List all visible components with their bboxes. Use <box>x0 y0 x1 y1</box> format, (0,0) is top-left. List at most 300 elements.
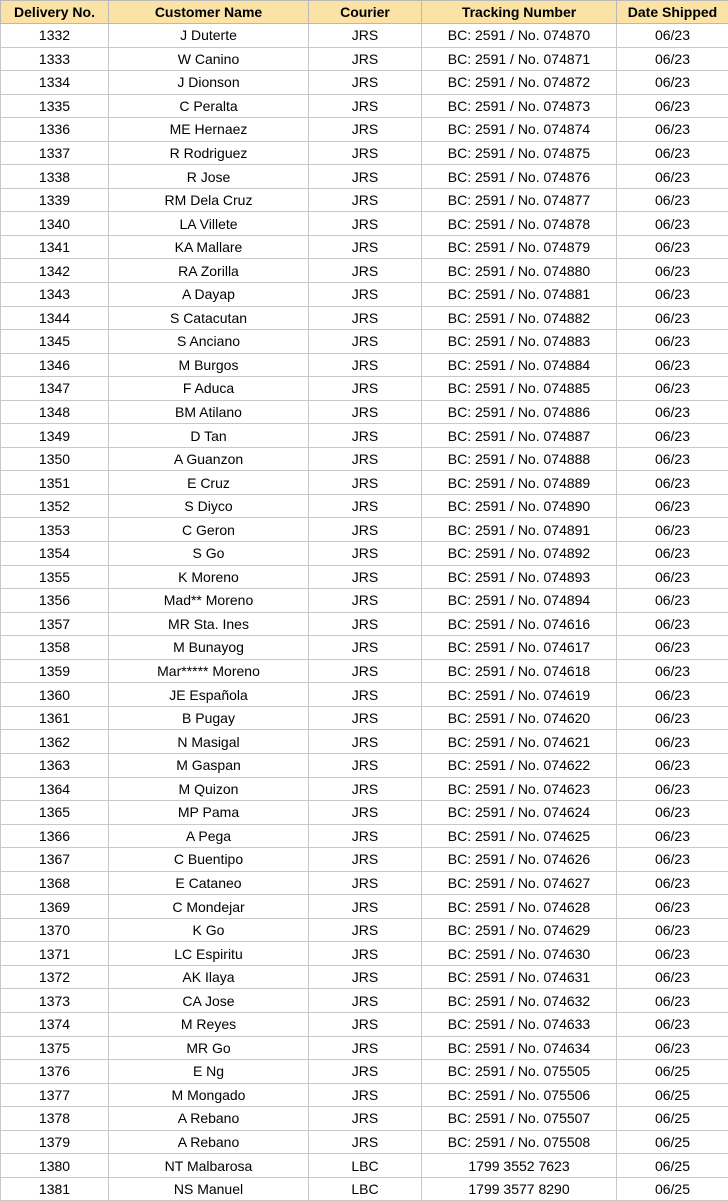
cell-date-shipped: 06/23 <box>617 471 728 495</box>
table-row <box>1 612 728 636</box>
cell-date-shipped: 06/23 <box>617 542 728 566</box>
table-row <box>1 518 728 542</box>
cell-delivery-no: 1365 <box>1 801 109 825</box>
cell-courier: JRS <box>309 753 422 777</box>
cell-courier: LBC <box>309 1154 422 1178</box>
cell-customer-name: MP Pama <box>109 801 309 825</box>
cell-customer-name: A Dayap <box>109 283 309 307</box>
cell-delivery-no: 1380 <box>1 1154 109 1178</box>
cell-customer-name: Mar***** Moreno <box>109 659 309 683</box>
cell-customer-name: B Pugay <box>109 706 309 730</box>
cell-customer-name: M Gaspan <box>109 753 309 777</box>
cell-delivery-no: 1363 <box>1 753 109 777</box>
cell-customer-name: S Go <box>109 542 309 566</box>
cell-delivery-no: 1381 <box>1 1177 109 1201</box>
table-row <box>1 1036 728 1060</box>
cell-date-shipped: 06/23 <box>617 518 728 542</box>
cell-delivery-no: 1334 <box>1 71 109 95</box>
cell-tracking-number: BC: 2591 / No. 074634 <box>422 1036 617 1060</box>
table-row <box>1 212 728 236</box>
cell-courier: JRS <box>309 118 422 142</box>
cell-tracking-number: BC: 2591 / No. 074873 <box>422 94 617 118</box>
cell-date-shipped: 06/23 <box>617 871 728 895</box>
cell-delivery-no: 1374 <box>1 1012 109 1036</box>
cell-tracking-number: BC: 2591 / No. 075505 <box>422 1060 617 1084</box>
cell-courier: JRS <box>309 518 422 542</box>
cell-date-shipped: 06/23 <box>617 212 728 236</box>
cell-courier: JRS <box>309 1036 422 1060</box>
cell-tracking-number: BC: 2591 / No. 075506 <box>422 1083 617 1107</box>
table-row <box>1 447 728 471</box>
cell-customer-name: BM Atilano <box>109 400 309 424</box>
cell-tracking-number: BC: 2591 / No. 074881 <box>422 283 617 307</box>
cell-courier: JRS <box>309 188 422 212</box>
table-row <box>1 753 728 777</box>
table-row <box>1 1177 728 1201</box>
cell-customer-name: NS Manuel <box>109 1177 309 1201</box>
cell-tracking-number: BC: 2591 / No. 074894 <box>422 589 617 613</box>
table-row <box>1 306 728 330</box>
table-row <box>1 353 728 377</box>
table-row <box>1 848 728 872</box>
cell-tracking-number: BC: 2591 / No. 074621 <box>422 730 617 754</box>
cell-courier: JRS <box>309 589 422 613</box>
table-body <box>1 24 728 1201</box>
cell-customer-name: E Cataneo <box>109 871 309 895</box>
cell-tracking-number: BC: 2591 / No. 074626 <box>422 848 617 872</box>
cell-customer-name: A Pega <box>109 824 309 848</box>
cell-customer-name: M Quizon <box>109 777 309 801</box>
cell-date-shipped: 06/23 <box>617 400 728 424</box>
cell-tracking-number: 1799 3577 8290 <box>422 1177 617 1201</box>
cell-date-shipped: 06/23 <box>617 1012 728 1036</box>
cell-customer-name: J Dionson <box>109 71 309 95</box>
cell-tracking-number: BC: 2591 / No. 074628 <box>422 895 617 919</box>
cell-customer-name: C Peralta <box>109 94 309 118</box>
table-row <box>1 24 728 48</box>
cell-date-shipped: 06/23 <box>617 47 728 71</box>
cell-tracking-number: BC: 2591 / No. 074616 <box>422 612 617 636</box>
table-row <box>1 400 728 424</box>
table-row <box>1 94 728 118</box>
cell-tracking-number: BC: 2591 / No. 074890 <box>422 494 617 518</box>
table-row <box>1 565 728 589</box>
cell-date-shipped: 06/23 <box>617 753 728 777</box>
cell-date-shipped: 06/23 <box>617 424 728 448</box>
cell-delivery-no: 1369 <box>1 895 109 919</box>
cell-tracking-number: BC: 2591 / No. 074879 <box>422 235 617 259</box>
cell-delivery-no: 1370 <box>1 918 109 942</box>
cell-date-shipped: 06/23 <box>617 71 728 95</box>
cell-courier: JRS <box>309 400 422 424</box>
cell-delivery-no: 1335 <box>1 94 109 118</box>
cell-delivery-no: 1378 <box>1 1107 109 1131</box>
table-row <box>1 659 728 683</box>
cell-date-shipped: 06/23 <box>617 118 728 142</box>
cell-courier: JRS <box>309 777 422 801</box>
cell-customer-name: S Catacutan <box>109 306 309 330</box>
table-row <box>1 330 728 354</box>
cell-delivery-no: 1354 <box>1 542 109 566</box>
cell-delivery-no: 1361 <box>1 706 109 730</box>
table-row <box>1 683 728 707</box>
cell-tracking-number: BC: 2591 / No. 074870 <box>422 24 617 48</box>
table-row <box>1 589 728 613</box>
cell-customer-name: RM Dela Cruz <box>109 188 309 212</box>
cell-tracking-number: BC: 2591 / No. 074631 <box>422 965 617 989</box>
table-row <box>1 1060 728 1084</box>
cell-courier: JRS <box>309 565 422 589</box>
cell-courier: JRS <box>309 377 422 401</box>
table-row <box>1 636 728 660</box>
cell-customer-name: A Rebano <box>109 1107 309 1131</box>
cell-customer-name: S Diyco <box>109 494 309 518</box>
header-tracking-number: Tracking Number <box>422 1 617 24</box>
cell-tracking-number: BC: 2591 / No. 074632 <box>422 989 617 1013</box>
cell-date-shipped: 06/25 <box>617 1154 728 1178</box>
cell-tracking-number: BC: 2591 / No. 074871 <box>422 47 617 71</box>
table-row <box>1 283 728 307</box>
cell-date-shipped: 06/23 <box>617 636 728 660</box>
cell-customer-name: A Rebano <box>109 1130 309 1154</box>
cell-customer-name: Mad** Moreno <box>109 589 309 613</box>
cell-delivery-no: 1346 <box>1 353 109 377</box>
cell-date-shipped: 06/23 <box>617 1036 728 1060</box>
cell-courier: JRS <box>309 801 422 825</box>
cell-customer-name: LC Espiritu <box>109 942 309 966</box>
cell-courier: JRS <box>309 330 422 354</box>
cell-date-shipped: 06/23 <box>617 895 728 919</box>
cell-customer-name: C Geron <box>109 518 309 542</box>
cell-tracking-number: BC: 2591 / No. 074893 <box>422 565 617 589</box>
cell-delivery-no: 1352 <box>1 494 109 518</box>
cell-tracking-number: BC: 2591 / No. 074891 <box>422 518 617 542</box>
table-row <box>1 165 728 189</box>
cell-tracking-number: BC: 2591 / No. 074630 <box>422 942 617 966</box>
cell-delivery-no: 1375 <box>1 1036 109 1060</box>
table-row <box>1 141 728 165</box>
cell-tracking-number: BC: 2591 / No. 074892 <box>422 542 617 566</box>
cell-courier: JRS <box>309 306 422 330</box>
cell-customer-name: R Rodriguez <box>109 141 309 165</box>
cell-tracking-number: BC: 2591 / No. 074629 <box>422 918 617 942</box>
cell-tracking-number: BC: 2591 / No. 074618 <box>422 659 617 683</box>
cell-courier: LBC <box>309 1177 422 1201</box>
cell-tracking-number: 1799 3552 7623 <box>422 1154 617 1178</box>
cell-date-shipped: 06/23 <box>617 165 728 189</box>
table-row <box>1 188 728 212</box>
cell-delivery-no: 1368 <box>1 871 109 895</box>
cell-delivery-no: 1333 <box>1 47 109 71</box>
cell-delivery-no: 1356 <box>1 589 109 613</box>
table-row <box>1 1012 728 1036</box>
cell-delivery-no: 1359 <box>1 659 109 683</box>
cell-date-shipped: 06/23 <box>617 730 728 754</box>
cell-courier: JRS <box>309 895 422 919</box>
cell-courier: JRS <box>309 989 422 1013</box>
table-row <box>1 259 728 283</box>
cell-delivery-no: 1379 <box>1 1130 109 1154</box>
cell-tracking-number: BC: 2591 / No. 074622 <box>422 753 617 777</box>
cell-courier: JRS <box>309 94 422 118</box>
cell-customer-name: AK Ilaya <box>109 965 309 989</box>
cell-customer-name: M Reyes <box>109 1012 309 1036</box>
cell-customer-name: LA Villete <box>109 212 309 236</box>
cell-customer-name: S Anciano <box>109 330 309 354</box>
table-row <box>1 235 728 259</box>
cell-delivery-no: 1353 <box>1 518 109 542</box>
table-row <box>1 989 728 1013</box>
cell-delivery-no: 1358 <box>1 636 109 660</box>
cell-tracking-number: BC: 2591 / No. 074888 <box>422 447 617 471</box>
table-row <box>1 871 728 895</box>
cell-delivery-no: 1357 <box>1 612 109 636</box>
cell-customer-name: D Tan <box>109 424 309 448</box>
cell-courier: JRS <box>309 542 422 566</box>
cell-courier: JRS <box>309 141 422 165</box>
cell-delivery-no: 1341 <box>1 235 109 259</box>
cell-courier: JRS <box>309 71 422 95</box>
cell-tracking-number: BC: 2591 / No. 074872 <box>422 71 617 95</box>
cell-delivery-no: 1350 <box>1 447 109 471</box>
cell-courier: JRS <box>309 683 422 707</box>
cell-delivery-no: 1355 <box>1 565 109 589</box>
table-row <box>1 777 728 801</box>
cell-customer-name: M Bunayog <box>109 636 309 660</box>
cell-courier: JRS <box>309 871 422 895</box>
cell-delivery-no: 1349 <box>1 424 109 448</box>
cell-customer-name: MR Go <box>109 1036 309 1060</box>
cell-tracking-number: BC: 2591 / No. 074887 <box>422 424 617 448</box>
cell-courier: JRS <box>309 824 422 848</box>
cell-courier: JRS <box>309 1107 422 1131</box>
cell-date-shipped: 06/25 <box>617 1177 728 1201</box>
cell-date-shipped: 06/23 <box>617 777 728 801</box>
cell-tracking-number: BC: 2591 / No. 074886 <box>422 400 617 424</box>
header-delivery-no: Delivery No. <box>1 1 109 24</box>
cell-courier: JRS <box>309 212 422 236</box>
cell-courier: JRS <box>309 47 422 71</box>
cell-customer-name: CA Jose <box>109 989 309 1013</box>
cell-date-shipped: 06/23 <box>617 188 728 212</box>
cell-tracking-number: BC: 2591 / No. 074633 <box>422 1012 617 1036</box>
cell-tracking-number: BC: 2591 / No. 074877 <box>422 188 617 212</box>
cell-delivery-no: 1351 <box>1 471 109 495</box>
cell-date-shipped: 06/23 <box>617 330 728 354</box>
cell-date-shipped: 06/23 <box>617 801 728 825</box>
cell-customer-name: A Guanzon <box>109 447 309 471</box>
cell-tracking-number: BC: 2591 / No. 074620 <box>422 706 617 730</box>
cell-date-shipped: 06/23 <box>617 942 728 966</box>
table-row <box>1 824 728 848</box>
table-row <box>1 1130 728 1154</box>
cell-customer-name: N Masigal <box>109 730 309 754</box>
table-row <box>1 1083 728 1107</box>
table-row <box>1 730 728 754</box>
cell-courier: JRS <box>309 942 422 966</box>
cell-delivery-no: 1340 <box>1 212 109 236</box>
cell-date-shipped: 06/23 <box>617 447 728 471</box>
cell-courier: JRS <box>309 918 422 942</box>
table-row <box>1 494 728 518</box>
cell-delivery-no: 1373 <box>1 989 109 1013</box>
table-row <box>1 1107 728 1131</box>
cell-customer-name: E Cruz <box>109 471 309 495</box>
cell-tracking-number: BC: 2591 / No. 074885 <box>422 377 617 401</box>
cell-date-shipped: 06/23 <box>617 283 728 307</box>
cell-date-shipped: 06/23 <box>617 235 728 259</box>
cell-tracking-number: BC: 2591 / No. 074627 <box>422 871 617 895</box>
cell-courier: JRS <box>309 706 422 730</box>
cell-delivery-no: 1338 <box>1 165 109 189</box>
cell-tracking-number: BC: 2591 / No. 074882 <box>422 306 617 330</box>
cell-courier: JRS <box>309 165 422 189</box>
cell-tracking-number: BC: 2591 / No. 074883 <box>422 330 617 354</box>
cell-delivery-no: 1377 <box>1 1083 109 1107</box>
cell-courier: JRS <box>309 1012 422 1036</box>
cell-date-shipped: 06/23 <box>617 94 728 118</box>
cell-delivery-no: 1347 <box>1 377 109 401</box>
cell-customer-name: ME Hernaez <box>109 118 309 142</box>
cell-tracking-number: BC: 2591 / No. 074624 <box>422 801 617 825</box>
table-row <box>1 542 728 566</box>
cell-customer-name: F Aduca <box>109 377 309 401</box>
cell-date-shipped: 06/23 <box>617 989 728 1013</box>
cell-delivery-no: 1345 <box>1 330 109 354</box>
table-row <box>1 706 728 730</box>
cell-courier: JRS <box>309 1060 422 1084</box>
cell-customer-name: K Moreno <box>109 565 309 589</box>
cell-delivery-no: 1342 <box>1 259 109 283</box>
table-row <box>1 918 728 942</box>
table-row <box>1 895 728 919</box>
cell-date-shipped: 06/23 <box>617 612 728 636</box>
cell-customer-name: M Burgos <box>109 353 309 377</box>
cell-delivery-no: 1343 <box>1 283 109 307</box>
table-row <box>1 118 728 142</box>
cell-customer-name: J Duterte <box>109 24 309 48</box>
cell-courier: JRS <box>309 965 422 989</box>
cell-delivery-no: 1371 <box>1 942 109 966</box>
cell-date-shipped: 06/23 <box>617 659 728 683</box>
cell-date-shipped: 06/25 <box>617 1130 728 1154</box>
cell-courier: JRS <box>309 848 422 872</box>
cell-customer-name: KA Mallare <box>109 235 309 259</box>
cell-date-shipped: 06/23 <box>617 918 728 942</box>
cell-delivery-no: 1337 <box>1 141 109 165</box>
cell-date-shipped: 06/23 <box>617 683 728 707</box>
cell-date-shipped: 06/23 <box>617 24 728 48</box>
cell-delivery-no: 1332 <box>1 24 109 48</box>
cell-customer-name: NT Malbarosa <box>109 1154 309 1178</box>
cell-tracking-number: BC: 2591 / No. 074623 <box>422 777 617 801</box>
table-row <box>1 377 728 401</box>
cell-delivery-no: 1339 <box>1 188 109 212</box>
cell-tracking-number: BC: 2591 / No. 075507 <box>422 1107 617 1131</box>
cell-customer-name: C Mondejar <box>109 895 309 919</box>
cell-tracking-number: BC: 2591 / No. 074876 <box>422 165 617 189</box>
table-row <box>1 71 728 95</box>
cell-courier: JRS <box>309 424 422 448</box>
cell-date-shipped: 06/23 <box>617 259 728 283</box>
table-row <box>1 1154 728 1178</box>
header-row <box>1 1 728 24</box>
cell-tracking-number: BC: 2591 / No. 075508 <box>422 1130 617 1154</box>
cell-courier: JRS <box>309 471 422 495</box>
cell-courier: JRS <box>309 612 422 636</box>
header-date-shipped: Date Shipped <box>617 1 728 24</box>
cell-date-shipped: 06/23 <box>617 589 728 613</box>
cell-date-shipped: 06/23 <box>617 706 728 730</box>
cell-delivery-no: 1348 <box>1 400 109 424</box>
cell-customer-name: C Buentipo <box>109 848 309 872</box>
cell-courier: JRS <box>309 24 422 48</box>
cell-customer-name: RA Zorilla <box>109 259 309 283</box>
cell-date-shipped: 06/25 <box>617 1083 728 1107</box>
cell-date-shipped: 06/23 <box>617 848 728 872</box>
cell-courier: JRS <box>309 447 422 471</box>
cell-customer-name: R Jose <box>109 165 309 189</box>
header-customer-name: Customer Name <box>109 1 309 24</box>
cell-tracking-number: BC: 2591 / No. 074880 <box>422 259 617 283</box>
cell-date-shipped: 06/23 <box>617 306 728 330</box>
cell-customer-name: E Ng <box>109 1060 309 1084</box>
cell-delivery-no: 1376 <box>1 1060 109 1084</box>
cell-delivery-no: 1372 <box>1 965 109 989</box>
cell-date-shipped: 06/23 <box>617 377 728 401</box>
cell-date-shipped: 06/23 <box>617 824 728 848</box>
cell-delivery-no: 1336 <box>1 118 109 142</box>
cell-customer-name: W Canino <box>109 47 309 71</box>
cell-tracking-number: BC: 2591 / No. 074619 <box>422 683 617 707</box>
cell-delivery-no: 1362 <box>1 730 109 754</box>
cell-tracking-number: BC: 2591 / No. 074875 <box>422 141 617 165</box>
cell-delivery-no: 1364 <box>1 777 109 801</box>
cell-courier: JRS <box>309 730 422 754</box>
cell-courier: JRS <box>309 235 422 259</box>
cell-tracking-number: BC: 2591 / No. 074889 <box>422 471 617 495</box>
cell-courier: JRS <box>309 1130 422 1154</box>
cell-customer-name: M Mongado <box>109 1083 309 1107</box>
cell-courier: JRS <box>309 494 422 518</box>
cell-courier: JRS <box>309 659 422 683</box>
header-courier: Courier <box>309 1 422 24</box>
cell-courier: JRS <box>309 283 422 307</box>
cell-date-shipped: 06/25 <box>617 1060 728 1084</box>
table-row <box>1 47 728 71</box>
cell-tracking-number: BC: 2591 / No. 074878 <box>422 212 617 236</box>
cell-date-shipped: 06/23 <box>617 141 728 165</box>
table-row <box>1 424 728 448</box>
table-row <box>1 471 728 495</box>
cell-date-shipped: 06/23 <box>617 494 728 518</box>
cell-delivery-no: 1367 <box>1 848 109 872</box>
cell-customer-name: K Go <box>109 918 309 942</box>
cell-tracking-number: BC: 2591 / No. 074884 <box>422 353 617 377</box>
cell-date-shipped: 06/23 <box>617 565 728 589</box>
cell-tracking-number: BC: 2591 / No. 074874 <box>422 118 617 142</box>
cell-customer-name: MR Sta. Ines <box>109 612 309 636</box>
cell-date-shipped: 06/23 <box>617 353 728 377</box>
cell-tracking-number: BC: 2591 / No. 074625 <box>422 824 617 848</box>
cell-courier: JRS <box>309 1083 422 1107</box>
cell-courier: JRS <box>309 259 422 283</box>
cell-date-shipped: 06/25 <box>617 1107 728 1131</box>
cell-tracking-number: BC: 2591 / No. 074617 <box>422 636 617 660</box>
cell-date-shipped: 06/23 <box>617 965 728 989</box>
cell-customer-name: JE Española <box>109 683 309 707</box>
table-row <box>1 801 728 825</box>
